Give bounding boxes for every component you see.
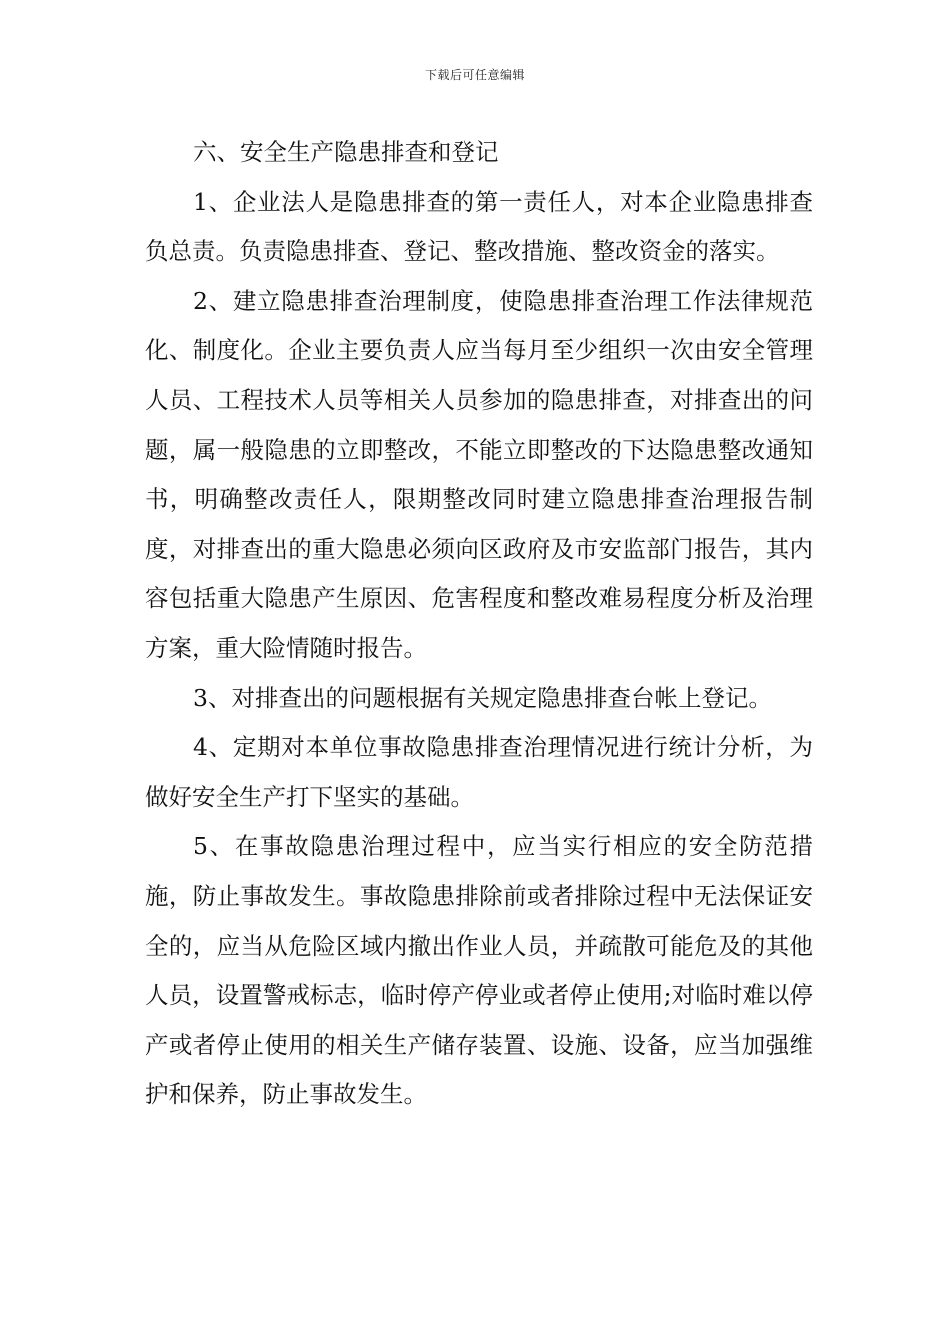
- paragraph-5: 5、在事故隐患治理过程中，应当实行相应的安全防范措施，防止事故发生。事故隐患排除前或者排除过程中无法保证安全的，应当从危险区域内撤出作业人员，并疏散可能危及的其他人员，设置警戒标志，临时停产停业或者停止使用;对临时难以停产或者停止使用的相关生产储存装置、设施、设备，应当加强维护和保养，防止事故发生。: [145, 832, 813, 1109]
- paragraph-4: 4、定期对本单位事故隐患排查治理情况进行统计分析，为做好安全生产打下坚实的基础。: [145, 733, 813, 811]
- section-heading: 六、安全生产隐患排查和登记: [193, 138, 499, 166]
- document-body: [145, 128, 813, 1120]
- paragraph-2: 2、建立隐患排查治理制度，使隐患排查治理工作法律规范化、制度化。企业主要负责人应当每月至少组织一次由安全管理人员、工程技术人员等相关人员参加的隐患排查，对排查出的问题，属一般隐患的立即整改，不能立即整改的下达隐患整改通知书，明确整改责任人，限期整改同时建立隐患排查治理报告制度，对排查出的重大隐患必须向区政府及市安监部门报告，其内容包括重大隐患产生原因、危害程度和整改难易程度分析及治理方案，重大险情随时报告。: [145, 286, 813, 662]
- paragraph-3: 3、对排查出的问题根据有关规定隐患排查台帐上登记。: [193, 683, 772, 712]
- header-note: 下载后可任意编辑: [424, 68, 525, 82]
- paragraph-1: 1、企业法人是隐患排查的第一责任人，对本企业隐患排查负总责。负责隐患排查、登记、整改措施、整改资金的落实。: [145, 187, 813, 266]
